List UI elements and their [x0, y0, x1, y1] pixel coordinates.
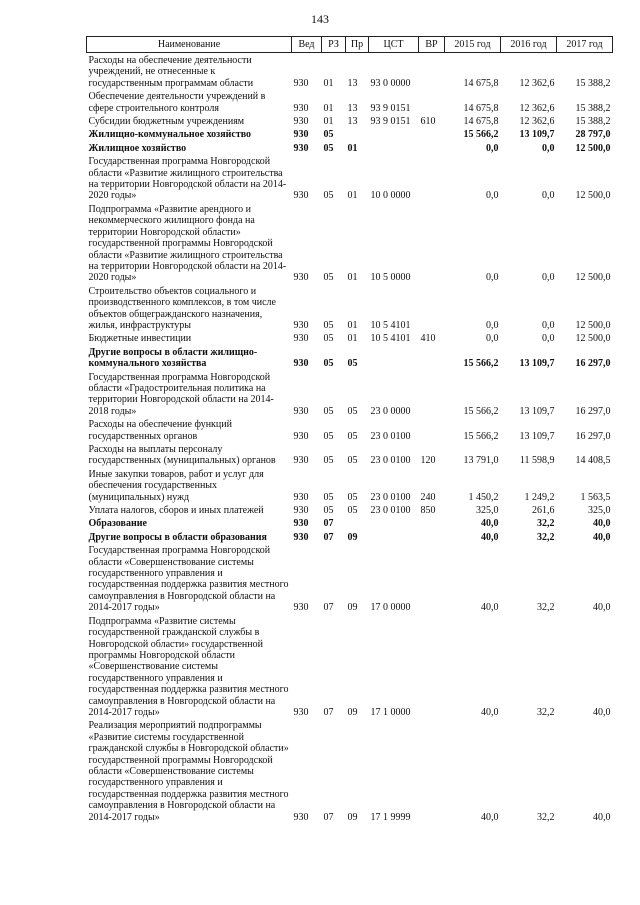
row-rz: 05 — [323, 455, 334, 467]
row-cst — [369, 127, 419, 140]
row-cst — [369, 530, 419, 543]
row-2016: 0,0 — [542, 333, 555, 345]
row-rz: 07 — [323, 518, 334, 530]
row-cst: 17 0 0000 — [370, 602, 411, 614]
row-2016: 0,0 — [542, 272, 555, 284]
row-2016: 12 362,6 — [519, 102, 555, 114]
row-rz: 05 — [323, 405, 334, 417]
row-cst: 17 1 9999 — [370, 811, 411, 823]
row-2017: 1 563,5 — [580, 491, 611, 503]
row-rz: 05 — [323, 319, 334, 331]
row-pr: 05 — [347, 430, 358, 442]
row-vr: 240 — [420, 491, 436, 503]
row-vr — [419, 89, 445, 114]
row-vr — [419, 530, 445, 543]
table-row — [87, 89, 613, 114]
row-2016: 13 109,7 — [519, 358, 555, 370]
row-ved: 930 — [293, 77, 309, 89]
row-vr — [419, 53, 445, 90]
row-ved: 930 — [293, 116, 309, 128]
row-ved: 930 — [293, 706, 309, 718]
row-pr: 01 — [347, 319, 358, 331]
row-pr: 01 — [347, 142, 358, 154]
row-rz: 05 — [323, 129, 334, 141]
row-rz: 07 — [323, 811, 334, 823]
row-rz: 05 — [323, 491, 334, 503]
table-row — [87, 114, 613, 127]
table-row — [87, 442, 613, 467]
row-pr: 09 — [347, 706, 358, 718]
header-cst: ЦСТ — [369, 37, 419, 53]
row-rz: 05 — [323, 333, 334, 345]
row-2015: 325,0 — [476, 505, 499, 517]
row-2015: 14 675,8 — [463, 102, 499, 114]
row-2015: 0,0 — [486, 319, 499, 331]
row-ved: 930 — [293, 190, 309, 202]
row-vr: 120 — [420, 455, 436, 467]
row-2017: 40,0 — [593, 811, 611, 823]
row-2016: 32,2 — [537, 602, 555, 614]
header-vr: ВР — [419, 37, 445, 53]
row-rz: 01 — [323, 77, 334, 89]
row-2017: 15 388,2 — [575, 77, 611, 89]
row-name: Жилищное хозяйство — [88, 142, 187, 154]
row-ved: 930 — [293, 811, 309, 823]
row-2016: 32,2 — [537, 811, 555, 823]
row-2017: 40,0 — [593, 531, 611, 543]
row-ved: 930 — [293, 455, 309, 467]
row-name: Строительство объектов социального и производственного комплексов, в том числе объектов общегражданского назначения, жилья, инфраструктуры — [88, 285, 276, 331]
row-pr: 05 — [347, 491, 358, 503]
row-2016: 13 109,7 — [519, 405, 555, 417]
row-2017: 14 408,5 — [575, 455, 611, 467]
header-2017: 2017 год — [557, 37, 613, 53]
row-2016: 32,2 — [537, 531, 555, 543]
row-vr — [419, 417, 445, 442]
row-2015: 40,0 — [481, 518, 499, 530]
row-2015: 0,0 — [486, 333, 499, 345]
row-2016: 1 249,2 — [524, 491, 555, 503]
table-row — [87, 284, 613, 332]
row-2015: 15 566,2 — [463, 430, 499, 442]
row-vr — [419, 345, 445, 370]
row-pr: 01 — [347, 272, 358, 284]
row-2016: 12 362,6 — [519, 116, 555, 128]
row-vr: 410 — [420, 333, 436, 345]
row-name: Реализация мероприятий подпрограммы «Развитие системы государственной гражданской службы в Новгородской области» государственной программы Новгородской области «Совершенствование системы государственного управления и государственная поддержка развития местного самоуправления в Новгородской области на 2014-2017 годы» — [88, 720, 289, 823]
row-name: Расходы на выплаты персоналу государственных (муниципальных) органов — [88, 444, 276, 467]
row-2017: 12 500,0 — [575, 190, 611, 202]
row-ved: 930 — [293, 319, 309, 331]
row-cst: 10 0 0000 — [370, 190, 411, 202]
row-pr — [346, 127, 369, 140]
row-name: Жилищно-коммунальное хозяйство — [88, 129, 252, 141]
row-2017: 40,0 — [593, 602, 611, 614]
row-ved: 930 — [293, 602, 309, 614]
row-rz: 07 — [323, 531, 334, 543]
row-cst — [369, 141, 419, 154]
table-header-row — [87, 37, 613, 53]
row-pr: 01 — [347, 333, 358, 345]
row-name: Другие вопросы в области жилищно-коммунального хозяйства — [88, 346, 258, 370]
row-cst: 23 0 0100 — [370, 430, 411, 442]
row-2015: 15 566,2 — [463, 405, 499, 417]
row-pr: 05 — [347, 405, 358, 417]
row-cst: 23 0 0100 — [370, 491, 411, 503]
row-pr: 13 — [347, 77, 358, 89]
table-body — [87, 53, 613, 824]
row-name: Уплата налогов, сборов и иных платежей — [88, 505, 264, 517]
table-row — [87, 503, 613, 516]
row-cst: 93 9 0151 — [370, 116, 411, 128]
row-cst — [369, 516, 419, 529]
row-2016: 13 109,7 — [519, 129, 555, 141]
row-cst: 23 0 0100 — [370, 455, 411, 467]
table-row — [87, 202, 613, 284]
row-vr — [419, 516, 445, 529]
row-rz: 05 — [323, 142, 334, 154]
row-vr — [419, 202, 445, 284]
row-ved: 930 — [293, 102, 309, 114]
row-2015: 15 566,2 — [463, 358, 499, 370]
row-name: Бюджетные инвестиции — [88, 333, 192, 345]
table-row — [87, 718, 613, 823]
header-2015: 2015 год — [445, 37, 501, 53]
row-ved: 930 — [293, 333, 309, 345]
row-name: Расходы на обеспечение функций государственных органов — [88, 419, 232, 442]
table-row — [87, 417, 613, 442]
header-name: Наименование — [87, 37, 292, 53]
row-name: Расходы на обеспечение деятельности учреждений, не отнесенные к государственным программам области — [88, 55, 254, 89]
row-rz: 05 — [323, 272, 334, 284]
row-ved: 930 — [293, 518, 309, 530]
row-2016: 11 598,9 — [519, 455, 555, 467]
row-name: Подпрограмма «Развитие арендного и некоммерческого жилищного фонда на территории Новгородской области» государственной программы Новгородской области «Развитие жилищного строительства на территории Новгородской области на 2014-2020 годы» — [88, 203, 287, 284]
header-ved: Вед — [292, 37, 322, 53]
row-pr: 09 — [347, 602, 358, 614]
row-rz: 05 — [323, 358, 334, 370]
row-vr — [419, 154, 445, 202]
row-2017: 16 297,0 — [575, 430, 611, 442]
table-row — [87, 345, 613, 370]
row-2017: 15 388,2 — [575, 102, 611, 114]
row-rz: 07 — [323, 706, 334, 718]
row-pr: 05 — [347, 455, 358, 467]
row-2016: 0,0 — [542, 319, 555, 331]
table-row — [87, 154, 613, 202]
row-vr — [419, 370, 445, 418]
row-2015: 40,0 — [481, 602, 499, 614]
row-cst: 10 5 4101 — [370, 333, 411, 345]
row-2015: 1 450,2 — [468, 491, 499, 503]
row-name: Подпрограмма «Развитие системы государственной гражданской службы в Новгородской области» государственной программы Новгородской области «Совершенствование системы государственного управления и государственная поддержка развития местного самоуправления в Новгородской области на 2014-2017 годы» — [88, 615, 289, 718]
row-2017: 12 500,0 — [575, 319, 611, 331]
row-ved: 930 — [293, 358, 309, 370]
table-row — [87, 331, 613, 344]
row-2016: 32,2 — [537, 518, 555, 530]
table-row — [87, 53, 613, 90]
row-ved: 930 — [293, 405, 309, 417]
row-2015: 40,0 — [481, 706, 499, 718]
row-name: Государственная программа Новгородской области «Градостроительная политика на территории Новгородской области на 2014-2018 годы» — [88, 371, 274, 417]
row-2015: 13 791,0 — [463, 455, 499, 467]
budget-table — [86, 36, 613, 823]
row-rz: 01 — [323, 102, 334, 114]
row-cst: 10 5 4101 — [370, 319, 411, 331]
row-2017: 40,0 — [593, 706, 611, 718]
table-row — [87, 543, 613, 613]
row-vr — [419, 718, 445, 823]
row-pr: 13 — [347, 102, 358, 114]
row-pr: 05 — [347, 358, 358, 370]
page-number: 143 — [311, 12, 329, 26]
row-2015: 0,0 — [486, 190, 499, 202]
table-row — [87, 516, 613, 529]
row-vr — [419, 141, 445, 154]
row-cst: 23 0 0100 — [370, 505, 411, 517]
row-pr: 01 — [347, 190, 358, 202]
row-name: Другие вопросы в области образования — [88, 531, 267, 543]
row-name: Образование — [88, 518, 147, 530]
row-2015: 40,0 — [481, 811, 499, 823]
row-vr — [419, 543, 445, 613]
row-2016: 261,6 — [532, 505, 555, 517]
table-row — [87, 141, 613, 154]
row-2017: 15 388,2 — [575, 116, 611, 128]
row-2017: 16 297,0 — [575, 358, 611, 370]
row-vr — [419, 284, 445, 332]
row-cst: 93 0 0000 — [370, 77, 411, 89]
row-2017: 12 500,0 — [575, 333, 611, 345]
row-vr — [419, 614, 445, 719]
row-name: Государственная программа Новгородской области «Развитие жилищного строительства на территории Новгородской области на 2014-2020 годы» — [88, 156, 287, 202]
row-name: Государственная программа Новгородской области «Совершенствование системы государственного управления и государственная поддержка развития местного самоуправления в Новгородской области на 2014-2017 годы» — [88, 545, 289, 614]
row-ved: 930 — [293, 129, 309, 141]
row-rz: 01 — [323, 116, 334, 128]
row-name: Иные закупки товаров, работ и услуг для обеспечения государственных (муниципальных) нужд — [88, 468, 264, 503]
row-pr: 13 — [347, 116, 358, 128]
row-2015: 14 675,8 — [463, 116, 499, 128]
row-ved: 930 — [293, 430, 309, 442]
row-ved: 930 — [293, 491, 309, 503]
row-2016: 32,2 — [537, 706, 555, 718]
row-rz: 07 — [323, 602, 334, 614]
row-name: Обеспечение деятельности учреждений в сфере строительного контроля — [88, 91, 266, 114]
row-2015: 40,0 — [481, 531, 499, 543]
row-cst: 93 9 0151 — [370, 102, 411, 114]
row-name: Субсидии бюджетным учреждениям — [88, 116, 245, 128]
row-cst: 10 5 0000 — [370, 272, 411, 284]
row-pr: 05 — [347, 505, 358, 517]
row-2017: 28 797,0 — [575, 129, 611, 141]
row-ved: 930 — [293, 142, 309, 154]
row-vr — [419, 127, 445, 140]
row-2017: 12 500,0 — [575, 272, 611, 284]
table-row — [87, 530, 613, 543]
row-pr — [346, 516, 369, 529]
row-2016: 13 109,7 — [519, 430, 555, 442]
row-rz: 05 — [323, 430, 334, 442]
row-2017: 325,0 — [588, 505, 611, 517]
header-rz: РЗ — [322, 37, 346, 53]
row-rz: 05 — [323, 190, 334, 202]
row-rz: 05 — [323, 505, 334, 517]
table-row — [87, 127, 613, 140]
table-row — [87, 467, 613, 503]
row-2015: 0,0 — [486, 272, 499, 284]
header-2016: 2016 год — [501, 37, 557, 53]
row-cst: 23 0 0000 — [370, 405, 411, 417]
row-2016: 0,0 — [542, 190, 555, 202]
header-pr: Пр — [346, 37, 369, 53]
row-cst — [369, 345, 419, 370]
row-pr: 09 — [347, 811, 358, 823]
row-2017: 40,0 — [593, 518, 611, 530]
row-2017: 12 500,0 — [575, 142, 611, 154]
row-ved: 930 — [293, 505, 309, 517]
table-row — [87, 614, 613, 719]
row-2016: 12 362,6 — [519, 77, 555, 89]
row-2017: 16 297,0 — [575, 405, 611, 417]
row-2016: 0,0 — [542, 142, 555, 154]
row-2015: 0,0 — [486, 142, 499, 154]
row-cst: 17 1 0000 — [370, 706, 411, 718]
table-row — [87, 370, 613, 418]
row-ved: 930 — [293, 272, 309, 284]
row-vr: 610 — [420, 116, 436, 128]
row-vr: 850 — [420, 505, 436, 517]
row-pr: 09 — [347, 531, 358, 543]
row-ved: 930 — [293, 531, 309, 543]
row-2015: 14 675,8 — [463, 77, 499, 89]
row-2015: 15 566,2 — [463, 129, 499, 141]
